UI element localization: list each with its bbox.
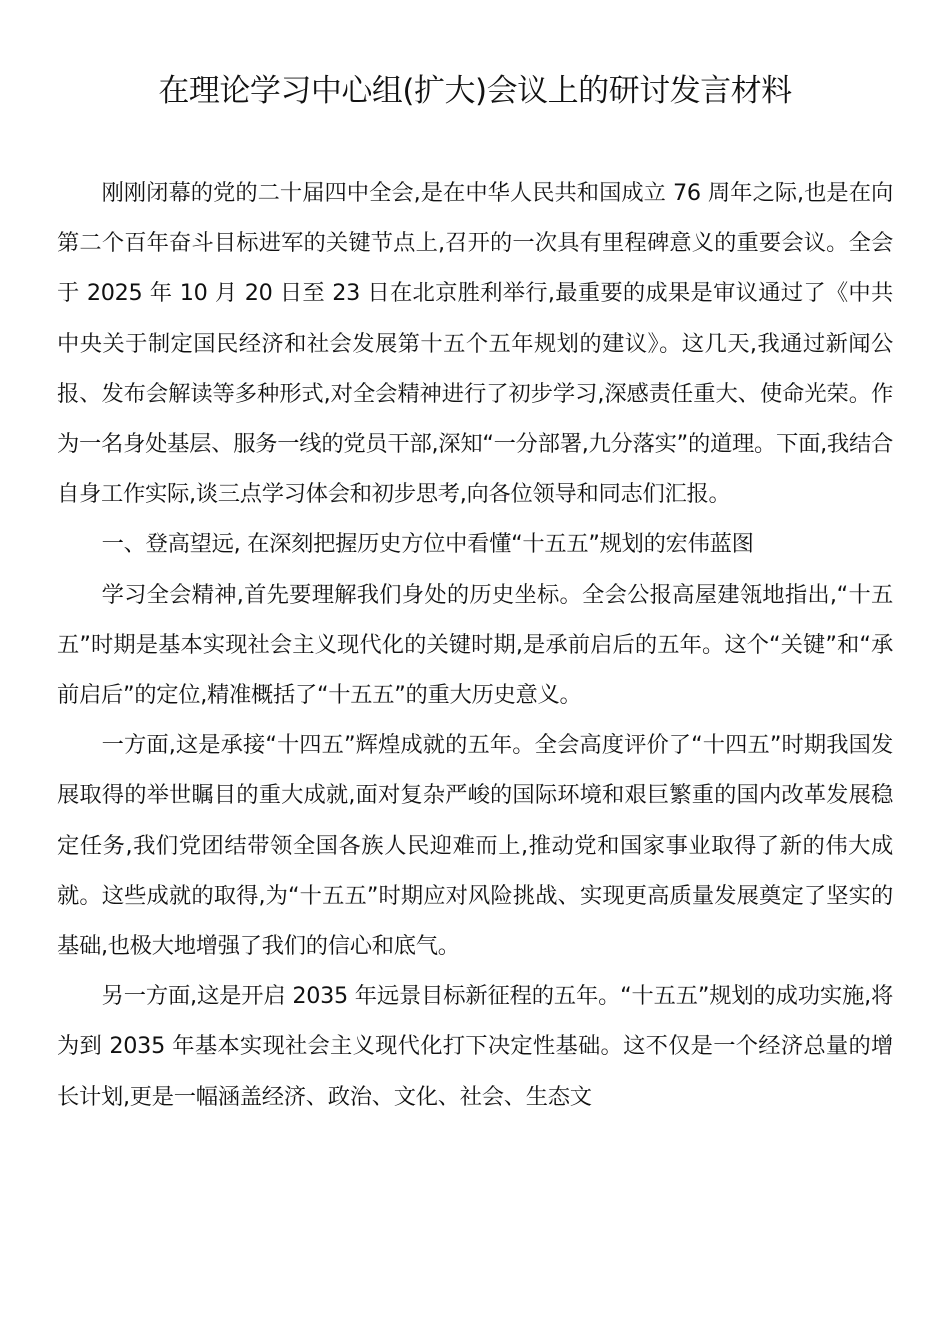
paragraph-fourteenth-plan: 一方面,这是承接“十四五”辉煌成就的五年。全会高度评价了“十四五”时期我国发展取得的举世瞩目的重大成就,面对复杂严峻的国际环境和艰巨繁重的国内改革发展稳定任务,我们党团结带领全国各族人民迎难而上,推动党和国家事业取得了新的伟大成就。这些成就的取得,为“十五五”时期应对风险挑战、实现更高质量发展奠定了坚实的基础,也极大地增强了我们的信心和底气。: [57, 732, 893, 960]
section-heading-1: 一、登高望远, 在深刻把握历史方位中看懂“十五五”规划的宏伟蓝图: [101, 531, 754, 558]
document-body: [57, 168, 893, 1122]
paragraph-intro: 刚刚闭幕的党的二十届四中全会,是在中华人民共和国成立 76 周年之际,也是在向第二个百年奋斗目标进军的关键节点上,召开的一次具有里程碑意义的重要会议。全会于 2025 年 10 月 20 日至 23 日在北京胜利举行,最重要的成果是审议通过了《中共中央关于制定国民经济和社会发展第十五个五年规划的建议》。这几天,我通过新闻公报、发布会解读等多种形式,对全会精神进行了初步学习,深感责任重大、使命光荣。作为一名身处基层、服务一线的党员干部,深知“一分部署,九分落实”的道理。下面,我结合自身工作实际,谈三点学习体会和初步思考,向各位领导和同志们汇报。: [57, 180, 893, 508]
document-title: 在理论学习中心组(扩大)会议上的研讨发言材料: [158, 73, 792, 109]
paragraph-historical-position: 学习全会精神,首先要理解我们身处的历史坐标。全会公报高屋建瓴地指出,“十五五”时期是基本实现社会主义现代化的关键时期,是承前启后的五年。这个“关键”和“承前启后”的定位,精准概括了“十五五”的重大历史意义。: [57, 581, 893, 709]
paragraph-2035-vision: 另一方面,这是开启 2035 年远景目标新征程的五年。“十五五”规划的成功实施,将为到 2035 年基本实现社会主义现代化打下决定性基础。这不仅是一个经济总量的增长计划,更是一幅涵盖经济、政治、文化、社会、生态文: [57, 983, 893, 1110]
